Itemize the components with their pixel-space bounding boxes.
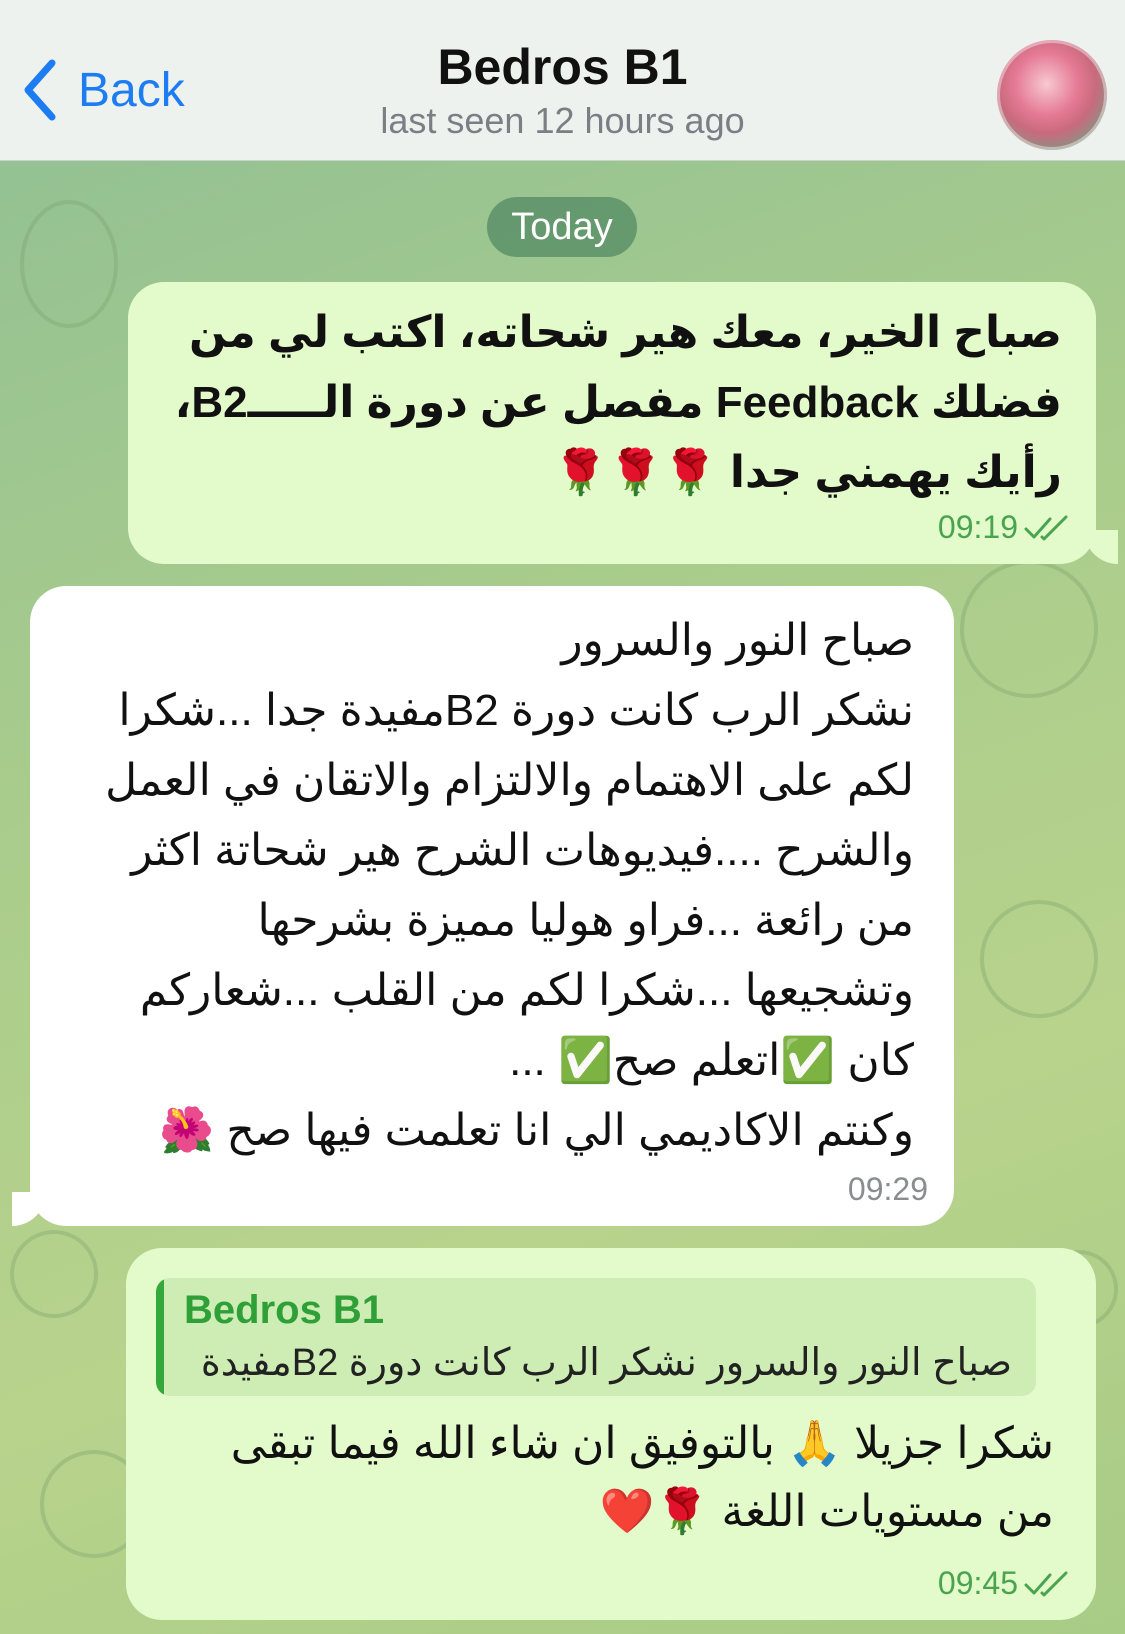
reply-accent-bar: [156, 1278, 164, 1396]
reply-quoted-text: صباح النور والسرور نشكر الرب كانت دورة B2مفيدة: [200, 1342, 1012, 1384]
message-bubble-incoming[interactable]: [30, 586, 954, 1226]
wallpaper-doodle: [960, 560, 1098, 698]
message-time: 09:29: [847, 1171, 928, 1207]
reply-preview[interactable]: [156, 1278, 1036, 1396]
message-bubble-outgoing[interactable]: [128, 282, 1096, 564]
message-meta: [938, 509, 1070, 546]
wallpaper-doodle: [980, 900, 1098, 1018]
message-text: شكرا جزيلا 🙏 بالتوفيق ان شاء الله فيما تبقى من مستويات اللغة 🌹❤️: [230, 1419, 1054, 1536]
double-check-icon: [1024, 514, 1070, 542]
message-time: 09:19: [937, 509, 1018, 545]
wallpaper-doodle: [10, 1230, 98, 1318]
chat-header: [0, 0, 1125, 161]
message-meta: [938, 1565, 1070, 1602]
message-bubble-outgoing-reply[interactable]: [126, 1248, 1096, 1620]
contact-name[interactable]: Bedros B1: [437, 39, 688, 95]
avatar[interactable]: [997, 40, 1107, 150]
last-seen-status: last seen 12 hours ago: [380, 100, 745, 141]
reply-sender-name: Bedros B1: [184, 1288, 385, 1332]
wallpaper-doodle: [20, 200, 118, 328]
double-check-icon: [1024, 1570, 1070, 1598]
message-meta: [848, 1171, 928, 1208]
message-text: صباح النور والسرور نشكر الرب كانت دورة B2مفيدة جدا ...شكرا لكم على الاهتمام والالتزام والاتقان في العمل والشرح ....فيديوهات الشرح هير شحاتة اكثر من رائعة ...فراو هوليا مميزة بشرحها وتشجيعها ...شكرا لكم من القلب ...شعاركم كان ✅اتعلم صح✅ ... وكنتم الاكاديمي الي انا تعلمت فيها صح 🌺: [105, 616, 914, 1155]
message-text: صباح الخير، معك هير شحاته، اكتب لي من فضلك Feedback مفصل عن دورة الـــــB2، رأيك يهمني جدا 🌹🌹🌹: [174, 308, 1062, 497]
back-label: Back: [78, 63, 185, 117]
message-time: 09:45: [937, 1565, 1018, 1601]
date-separator: Today: [487, 197, 637, 257]
